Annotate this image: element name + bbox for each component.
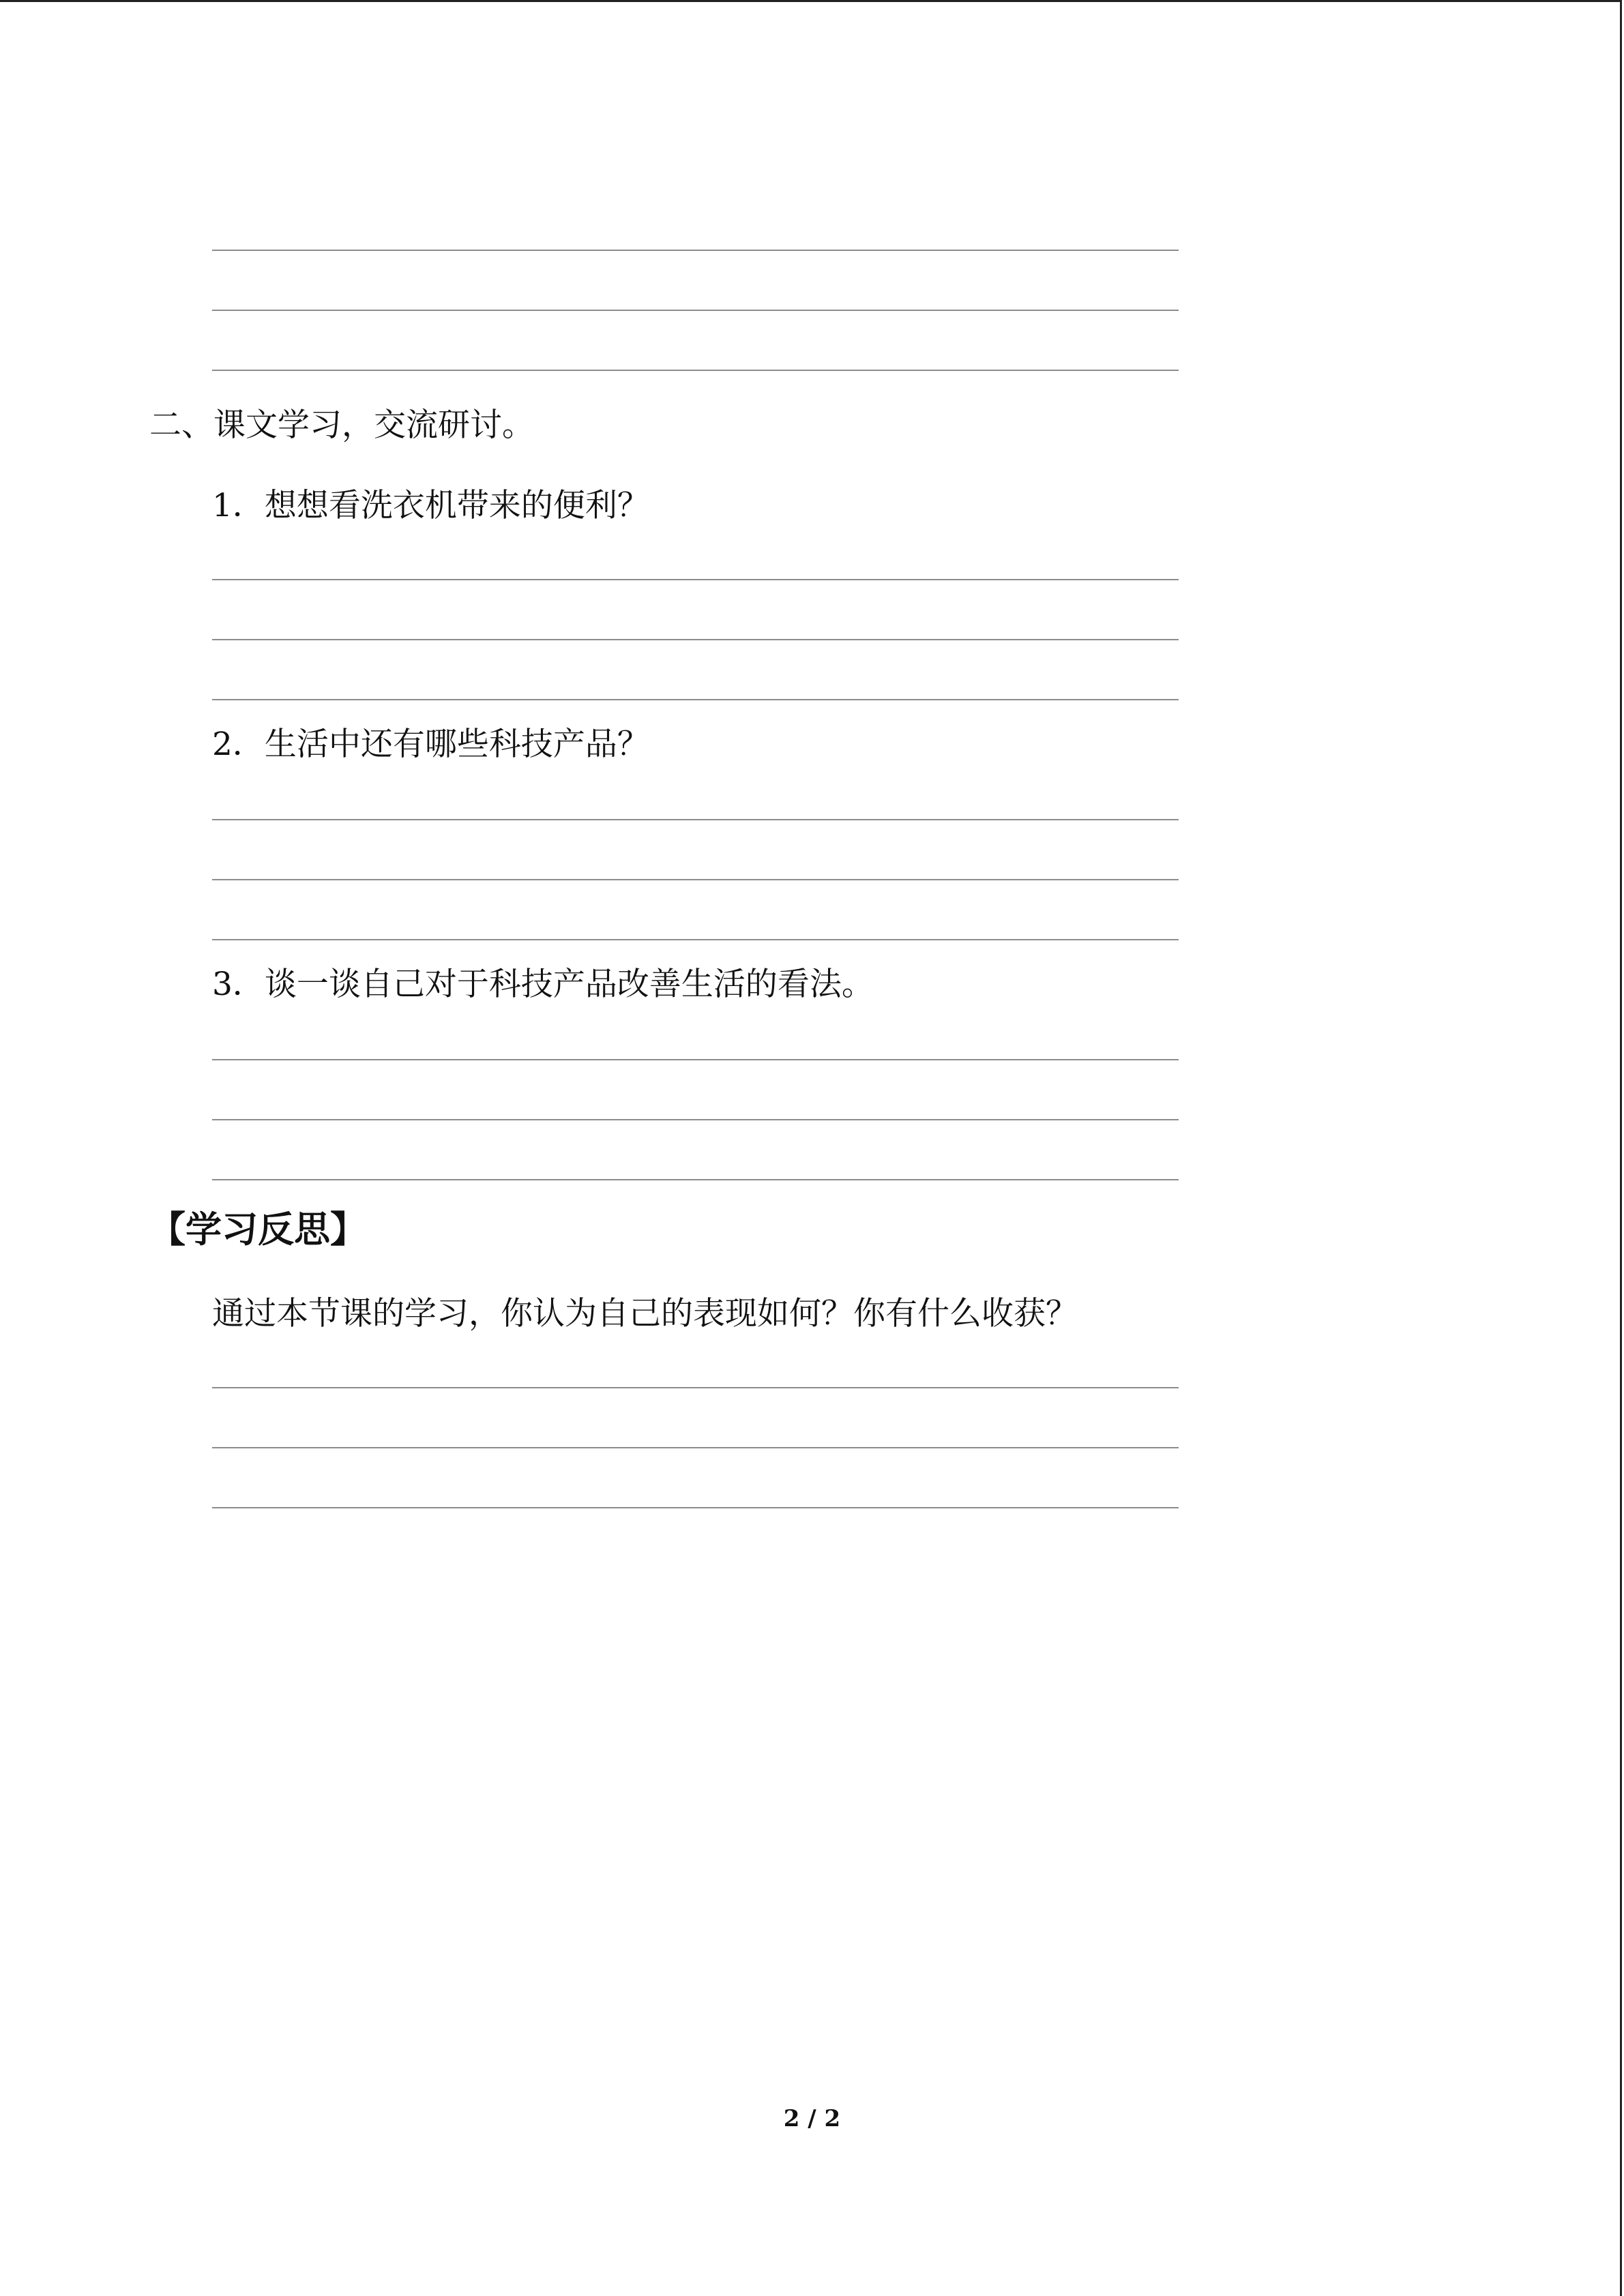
question-3: 3．谈一谈自己对于科技产品改善生活的看法。	[212, 966, 874, 1003]
page-number: 2 / 2	[783, 2105, 841, 2132]
answer-line	[212, 1119, 1179, 1120]
answer-line	[212, 699, 1179, 700]
question-1: 1．想想看洗衣机带来的便利？	[212, 487, 649, 524]
answer-line	[212, 1059, 1179, 1060]
section-heading: 二、课文学习，交流研讨。	[149, 406, 534, 444]
answer-line	[212, 250, 1179, 251]
answer-line	[212, 819, 1179, 820]
reflection-prompt: 通过本节课的学习，你认为自己的表现如何？你有什么收获？	[212, 1295, 1078, 1332]
answer-line	[212, 639, 1179, 640]
answer-line	[212, 879, 1179, 880]
question-2: 2．生活中还有哪些科技产品？	[212, 726, 649, 763]
answer-line	[212, 1447, 1179, 1448]
reflection-heading: 【学习反思】	[149, 1208, 366, 1251]
answer-line	[212, 370, 1179, 371]
answer-line	[212, 310, 1179, 311]
answer-line	[212, 1507, 1179, 1508]
answer-line	[212, 579, 1179, 580]
answer-line	[212, 1179, 1179, 1180]
answer-line	[212, 939, 1179, 940]
answer-line	[212, 1387, 1179, 1388]
